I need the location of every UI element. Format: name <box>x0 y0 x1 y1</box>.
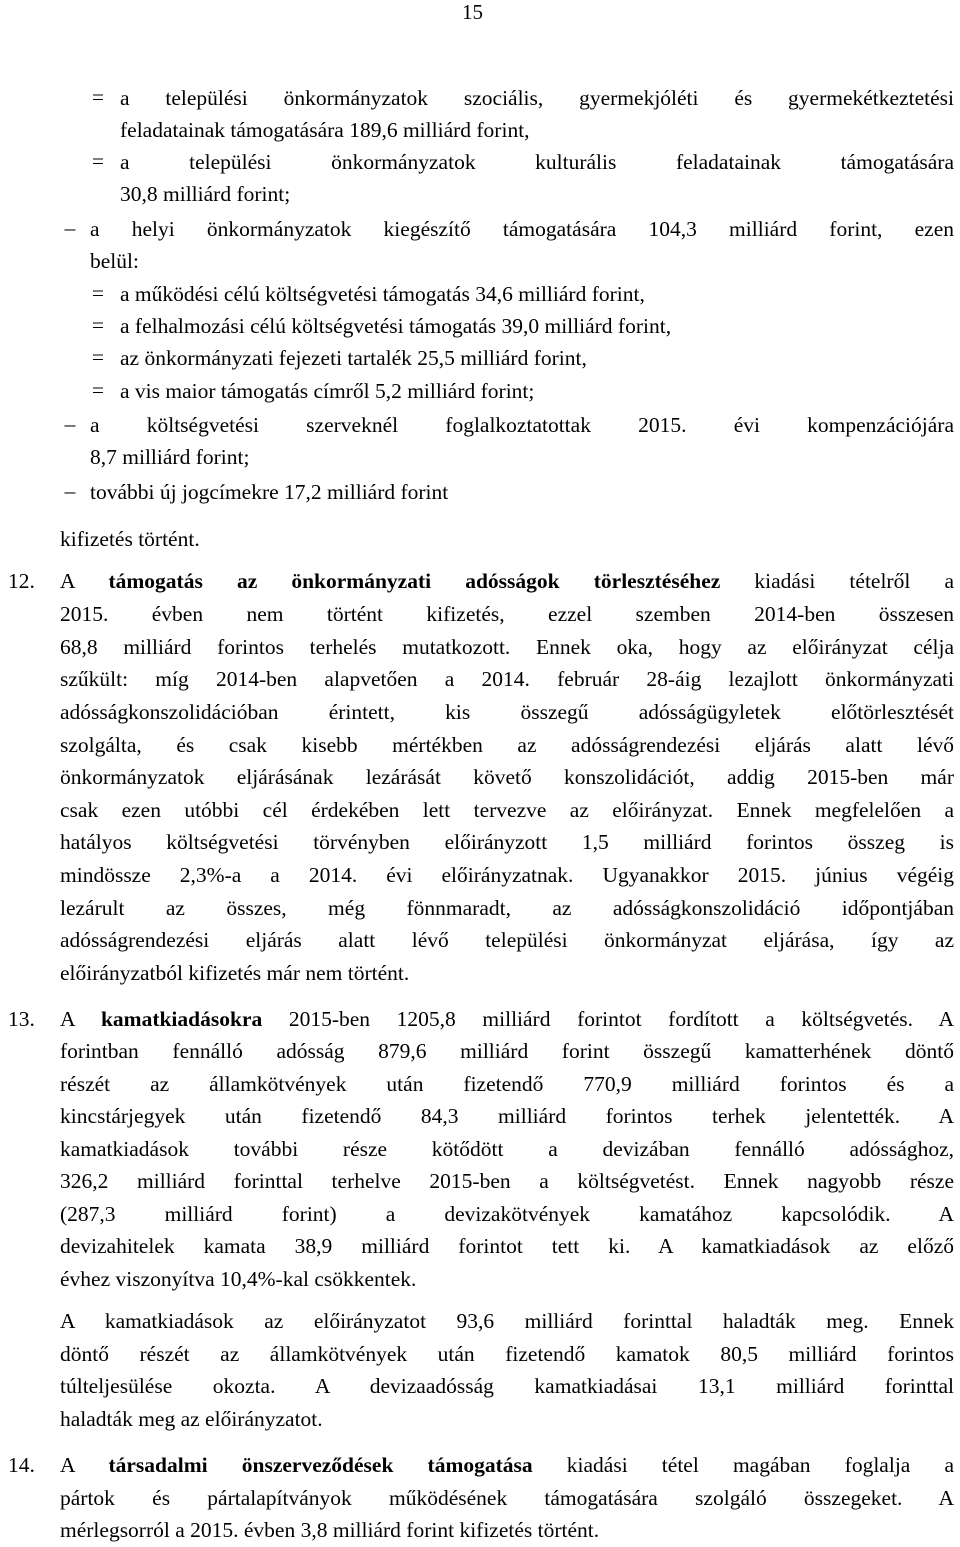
list-closing-text: kifizetés történt. <box>60 527 200 551</box>
paragraph-line: devizahitelek kamata 38,9 milliárd forintot tett ki. A kamatkiadások az előző <box>60 1234 954 1258</box>
list-item-text: további új jogcímekre 17,2 milliárd forint <box>90 480 449 504</box>
text-span: kiadási tétel magában foglalja a <box>532 1453 955 1477</box>
section-14-first-line <box>60 1452 954 1478</box>
equals-bullet: = <box>91 345 105 369</box>
list-item-text: a költségvetési szerveknél foglalkoztatottak 2015. évi kompenzációjára <box>90 413 954 437</box>
paragraph-line: kamatkiadások további része kötődött a devizában fennálló adóssághoz, <box>60 1137 954 1161</box>
paragraph-line: döntő részét az államkötvények után fizetendő kamatok 80,5 milliárd forintos <box>60 1342 954 1366</box>
list-item-text: belül: <box>90 249 139 273</box>
equals-bullet: = <box>91 378 105 402</box>
bold-term: társadalmi önszerveződések támogatása <box>108 1453 533 1477</box>
paragraph-line: adósságrendezési eljárás alatt lévő települési önkormányzat eljárása, így az <box>60 928 954 952</box>
section-number: 13. <box>8 1007 35 1031</box>
list-item-text: a helyi önkormányzatok kiegészítő támogatására 104,3 milliárd forint, ezen <box>90 217 954 241</box>
paragraph-line: szolgálta, és csak kisebb mértékben az adósságrendezési eljárás alatt lévő <box>60 733 954 757</box>
paragraph-line: haladták meg az előirányzatot. <box>60 1407 323 1431</box>
paragraph-line: túlteljesülése okozta. A devizaadósság kamatkiadásai 13,1 milliárd forinttal <box>60 1374 954 1398</box>
paragraph-line: részét az államkötvények után fizetendő 770,9 milliárd forintos és a <box>60 1072 954 1096</box>
list-item-text: 8,7 milliárd forint; <box>90 445 250 469</box>
list-item-text: feladatainak támogatására 189,6 milliárd forint, <box>120 118 530 142</box>
paragraph-line: lezárult az összes, még fönnmaradt, az adósságkonszolidáció időpontjában <box>60 896 954 920</box>
section-number: 14. <box>8 1453 35 1477</box>
paragraph-line: szűkült: míg 2014-ben alapvetően a 2014. február 28-áig lezajlott önkormányzati <box>60 667 954 691</box>
list-item-text: a települési önkormányzatok kulturális feladatainak támogatására <box>120 150 954 174</box>
list-item-text: az önkormányzati fejezeti tartalék 25,5 milliárd forint, <box>120 346 587 370</box>
equals-bullet: = <box>91 281 105 305</box>
paragraph-line: 326,2 milliárd forinttal terhelve 2015-ben a költségvetést. Ennek nagyobb része <box>60 1169 954 1193</box>
section-12-first-line <box>60 568 954 594</box>
dash-bullet: – <box>64 216 76 240</box>
paragraph-line: pártok és pártalapítványok működésének támogatására szolgáló összegeket. A <box>60 1486 954 1510</box>
list-item-text: a felhalmozási célú költségvetési támogatás 39,0 milliárd forint, <box>120 314 672 338</box>
paragraph-line: forintban fennálló adósság 879,6 milliárd forint összegű kamatterhének döntő <box>60 1039 954 1063</box>
paragraph-line: mindössze 2,3%-a a 2014. évi előirányzatnak. Ugyanakkor 2015. június végéig <box>60 863 954 887</box>
equals-bullet: = <box>91 313 105 337</box>
paragraph-line: (287,3 milliárd forint) a devizakötvények kamatához kapcsolódik. A <box>60 1202 954 1226</box>
text-span: 2015-ben 1205,8 milliárd forintot fordított a költségvetés. A <box>262 1007 955 1031</box>
dash-bullet: – <box>64 412 76 436</box>
section-13-first-line <box>60 1006 954 1032</box>
bold-term: kamatkiadásokra <box>100 1007 263 1031</box>
list-item-text: 30,8 milliárd forint; <box>120 182 291 206</box>
list-item-text: a települési önkormányzatok szociális, gyermekjóléti és gyermekétkeztetési <box>120 86 954 110</box>
page-number: 15 <box>462 0 483 24</box>
section-number: 12. <box>8 569 35 593</box>
list-item-text: a vis maior támogatás címről 5,2 milliárd forint; <box>120 379 535 403</box>
paragraph-line: csak ezen utóbbi cél érdekében lett tervezve az előirányzat. Ennek megfelelően a <box>60 798 954 822</box>
paragraph-line: mérlegsorról a 2015. évben 3,8 milliárd forint kifizetés történt. <box>60 1518 600 1542</box>
text-span: A <box>60 569 109 593</box>
text-span: kiadási tételről a <box>720 569 954 593</box>
list-item-text: a működési célú költségvetési támogatás 34,6 milliárd forint, <box>120 282 645 306</box>
paragraph-line: adósságkonszolidációban érintett, kis összegű adósságügyletek előtörlesztését <box>60 700 954 724</box>
dash-bullet: – <box>64 479 76 503</box>
paragraph-line: hatályos költségvetési törvényben előirányzott 1,5 milliárd forintos összeg is <box>60 830 954 854</box>
paragraph-line: kincstárjegyek után fizetendő 84,3 milliárd forintos terhek jelentették. A <box>60 1104 954 1128</box>
paragraph-line: 2015. évben nem történt kifizetés, ezzel szemben 2014-ben összesen <box>60 602 954 626</box>
paragraph-line: évhez viszonyítva 10,4%-kal csökkentek. <box>60 1267 417 1291</box>
paragraph-line: 68,8 milliárd forintos terhelés mutatkozott. Ennek oka, hogy az előirányzat célja <box>60 635 954 659</box>
text-span: A <box>60 1007 101 1031</box>
equals-bullet: = <box>91 149 105 173</box>
text-span: A <box>60 1453 109 1477</box>
paragraph-line: A kamatkiadások az előirányzatot 93,6 milliárd forinttal haladták meg. Ennek <box>60 1309 954 1333</box>
bold-term: támogatás az önkormányzati adósságok törlesztéséhez <box>108 569 721 593</box>
paragraph-line: előirányzatból kifizetés már nem történt. <box>60 961 410 985</box>
equals-bullet: = <box>91 85 105 109</box>
paragraph-line: önkormányzatok eljárásának lezárását követő konszolidációt, addig 2015-ben már <box>60 765 954 789</box>
